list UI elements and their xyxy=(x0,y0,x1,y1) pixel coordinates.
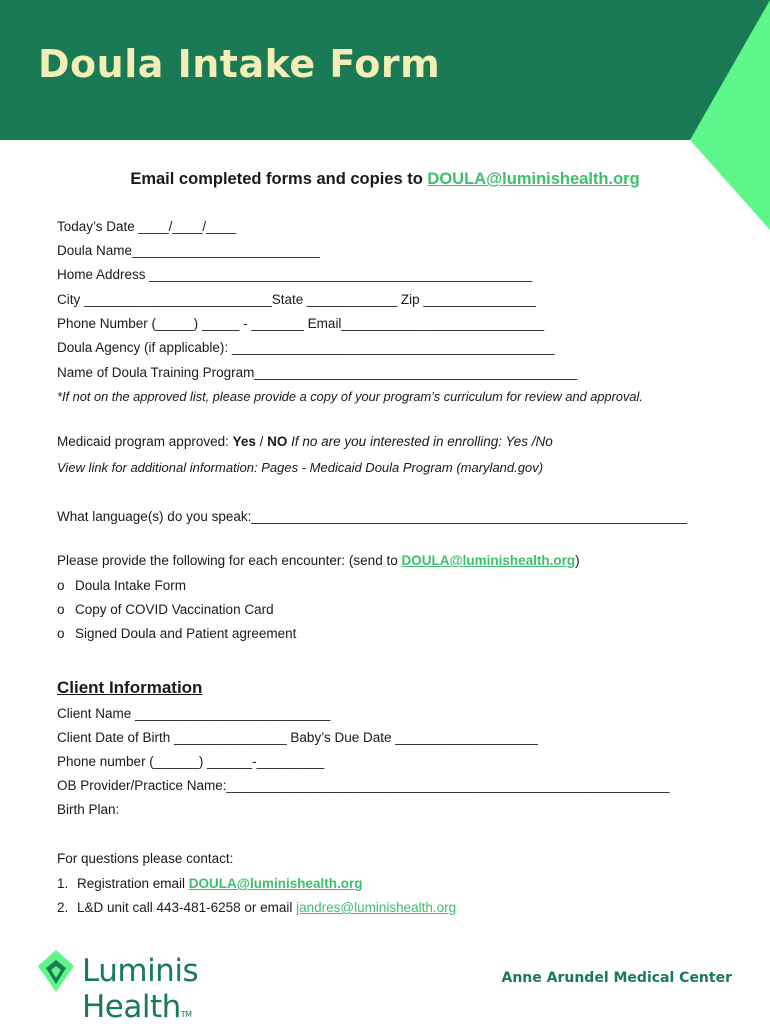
contact-intro: For questions please contact: xyxy=(57,851,234,866)
contact-item: 2. L&D unit call 443-481-6258 or email jandres@luminishealth.org xyxy=(57,900,457,915)
enroll-question: If no are you interested in enrolling: Yes /No xyxy=(287,434,553,449)
ld-unit-email-link[interactable]: jandres@luminishealth.org xyxy=(296,900,457,915)
bullet-marker: o xyxy=(57,626,65,641)
home-address-field[interactable]: Home Address ___________________________________________________ xyxy=(57,267,533,282)
city-state-zip-field[interactable]: City _________________________State ____________ Zip _______________ xyxy=(57,292,536,307)
training-note: *If not on the approved list, please provide a copy of your program’s curriculum for review and approval. xyxy=(57,389,643,404)
doula-agency-field[interactable]: Doula Agency (if applicable): ___________________________________________ xyxy=(57,340,555,355)
training-program-field[interactable]: Name of Doula Training Program___________________________________________ xyxy=(57,365,578,380)
medicaid-yes-option[interactable]: Yes xyxy=(232,434,256,449)
logo-wordmark: Luminis HealthTM xyxy=(82,953,199,1024)
list-item: o Doula Intake Form xyxy=(57,578,187,593)
language-field[interactable]: What language(s) do you speak:__________________________________________________________ xyxy=(57,509,687,524)
client-phone-field[interactable]: Phone number (______) ______-_________ xyxy=(57,754,325,769)
doula-email-link[interactable]: DOULA@luminishealth.org xyxy=(427,170,640,188)
birth-plan-field[interactable]: Birth Plan: xyxy=(57,802,120,817)
medicaid-info-link[interactable]: View link for additional information: Pages - Medicaid Doula Program (maryland.gov) xyxy=(57,460,544,475)
ob-provider-field[interactable]: OB Provider/Practice Name:___________________________________________________________ xyxy=(57,778,670,793)
medical-center-name: Anne Arundel Medical Center xyxy=(501,970,732,986)
client-name-field[interactable]: Client Name __________________________ xyxy=(57,706,331,721)
luminis-logo xyxy=(36,948,286,1024)
client-info-heading: Client Information xyxy=(57,678,203,697)
bullet-marker: o xyxy=(57,602,65,617)
registration-email-link[interactable]: DOULA@luminishealth.org xyxy=(188,876,363,891)
client-dob-due-field[interactable]: Client Date of Birth _______________ Baby’s Due Date ___________________ xyxy=(57,730,538,745)
list-item: o Copy of COVID Vaccination Card xyxy=(57,602,274,617)
page-title: Doula Intake Form xyxy=(38,42,441,86)
doula-name-field[interactable]: Doula Name_________________________ xyxy=(57,243,320,258)
leaf-logo-icon xyxy=(36,948,76,994)
email-instruction: Email completed forms and copies to DOULA@luminishealth.org xyxy=(130,170,640,188)
list-item: o Signed Doula and Patient agreement xyxy=(57,626,297,641)
contact-item: 1. Registration email DOULA@luminishealth.org xyxy=(57,876,363,891)
header-banner xyxy=(0,0,770,140)
medicaid-no-option[interactable]: NO xyxy=(267,434,288,449)
bullet-marker: o xyxy=(57,578,65,593)
phone-email-field[interactable]: Phone Number (_____) _____ - _______ Email___________________________ xyxy=(57,316,545,331)
todays-date-field[interactable]: Today’s Date ____/____/____ xyxy=(57,219,237,234)
header-accent-shape xyxy=(690,0,770,230)
encounter-email-link[interactable]: DOULA@luminishealth.org xyxy=(401,553,576,568)
encounter-instruction: Please provide the following for each encounter: (send to DOULA@luminishealth.org) xyxy=(57,553,580,568)
medicaid-question: Medicaid program approved: Yes / NO If no are you interested in enrolling: Yes /No xyxy=(57,434,553,449)
